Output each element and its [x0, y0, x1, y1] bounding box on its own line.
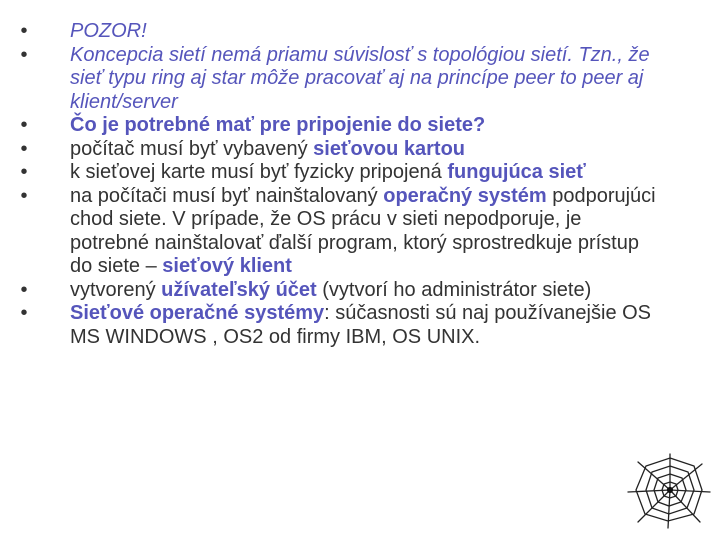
item-emphasis: sieťovou kartou — [313, 137, 466, 160]
item-emphasis: fungujúca sieť — [447, 161, 586, 183]
question-heading: Čo je potrebné mať pre pripojenie do siete? — [70, 114, 486, 136]
bullet-dot: • — [20, 43, 28, 66]
list-item — [14, 302, 664, 349]
item-text: na počítači musí byť nainštalovaný — [70, 184, 384, 207]
item-text: k sieťovej karte musí byť fyzicky pripojená — [70, 161, 448, 183]
concept-note: Koncepcia sietí nemá priamu súvislosť s topológiou sietí. Tzn., že sieť typu ring aj star môže pracovať aj na princípe peer to peer aj klient/server — [70, 43, 650, 113]
item-emphasis-2: sieťový klient — [162, 255, 292, 277]
bullet-dot: • — [20, 114, 28, 136]
list-item — [14, 161, 664, 185]
item-text-continued: podporujúci chod siete. V prípade, že OS prácu v sieti nepodporuje, je potrebné nainštalovať ďalší program, ktorý sprostredkuje prístup do siete – — [70, 184, 656, 277]
item-text: počítač musí byť vybavený — [70, 137, 314, 160]
bullet-dot: • — [20, 302, 28, 324]
bullet-dot: • — [20, 20, 28, 42]
bullet-list — [14, 20, 664, 349]
list-item — [14, 279, 664, 303]
bullet-dot: • — [20, 137, 28, 160]
spider-web-icon — [622, 450, 712, 530]
bullet-dot: • — [20, 278, 28, 301]
item-text-continued: : súčasnosti sú naj používanejšie OS MS WINDOWS , OS2 od firmy IBM, OS UNIX. — [70, 302, 652, 348]
list-item — [14, 44, 664, 115]
bullet-dot: • — [20, 161, 28, 183]
list-item — [14, 114, 664, 138]
list-item — [14, 20, 664, 44]
bullet-dot: • — [20, 184, 28, 207]
list-item — [14, 185, 664, 279]
item-emphasis: užívateľský účet — [161, 278, 317, 301]
item-emphasis: Sieťové operačné systémy — [70, 302, 325, 324]
item-text: vytvorený — [70, 278, 162, 301]
item-emphasis: operačný systém — [383, 184, 547, 207]
warning-text: POZOR! — [70, 20, 147, 42]
item-text-continued: (vytvorí ho administrátor siete) — [316, 278, 592, 301]
list-item — [14, 138, 664, 162]
